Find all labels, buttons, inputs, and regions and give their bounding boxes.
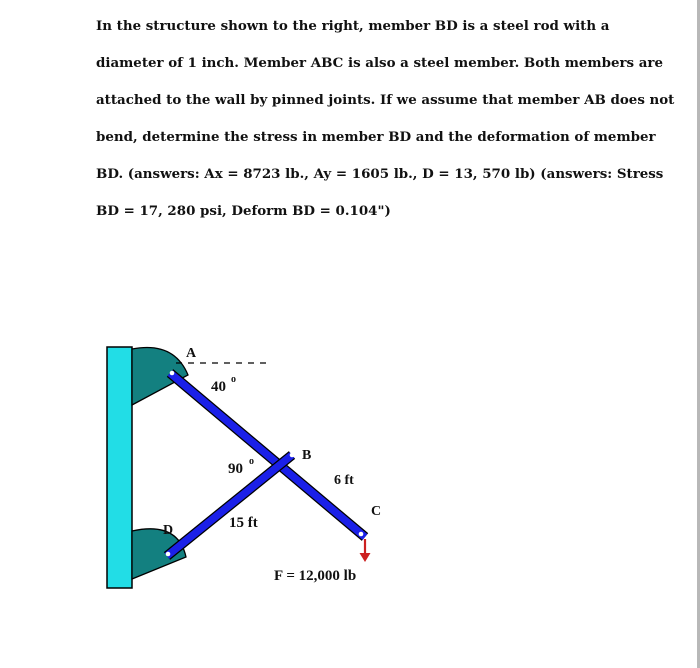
label-d: D (163, 523, 174, 538)
problem-line-3: attached to the wall by pinned joints. If we assume that member AB does not (96, 92, 675, 108)
label-angle-90: 90 (228, 461, 243, 477)
label-c: C (371, 504, 382, 519)
problem-line-4: bend, determine the stress in member BD and the deformation of member (96, 129, 656, 145)
bracket-d (132, 529, 186, 579)
problem-line-6: BD = 17, 280 psi, Deform BD = 0.104") (96, 203, 391, 219)
label-length-bc: 6 ft (334, 473, 354, 488)
member-abc-fill (170, 373, 365, 537)
problem-line-2: diameter of 1 inch. Member ABC is also a steel member. Both members are (96, 55, 663, 71)
pin-b (290, 453, 295, 458)
label-b: B (302, 448, 312, 463)
label-force: F = 12,000 lb (274, 568, 357, 584)
force-arrow-head (360, 553, 371, 562)
label-length-bd: 15 ft (229, 515, 258, 531)
pin-c (359, 532, 364, 537)
label-a: A (186, 346, 197, 361)
problem-statement (96, 8, 675, 230)
pin-a (170, 371, 175, 376)
label-angle-40: 40 (211, 379, 226, 395)
label-angle-90-degree: o (249, 456, 254, 467)
problem-line-1: In the structure shown to the right, member BD is a steel rod with a (96, 18, 610, 34)
pin-d (166, 552, 171, 557)
problem-line-5: BD. (answers: Ax = 8723 lb., Ay = 1605 lb., D = 13, 570 lb) (answers: Stress (96, 166, 664, 182)
wall (107, 347, 132, 588)
structure-svg (100, 335, 430, 595)
label-angle-40-degree: o (231, 374, 236, 385)
structure-diagram (100, 335, 430, 595)
